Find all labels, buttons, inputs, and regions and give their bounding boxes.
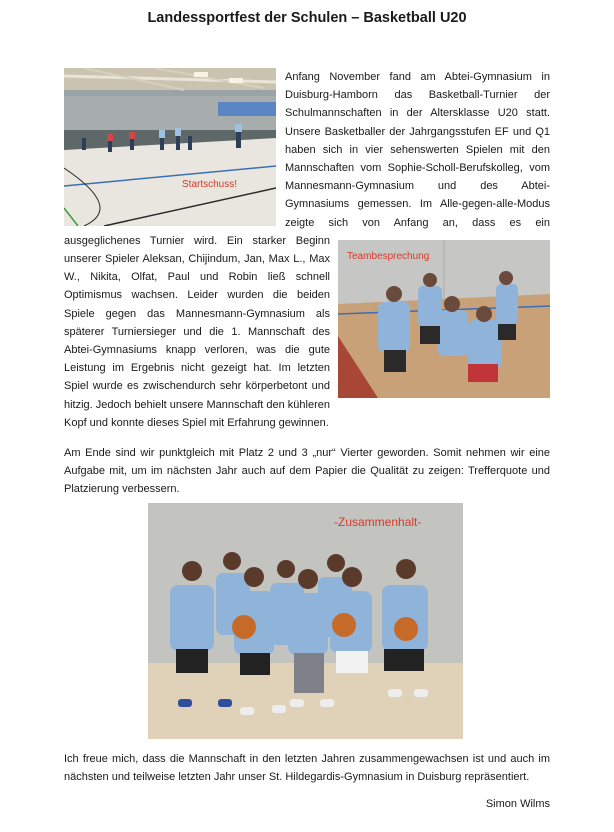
paragraph-3: Ich freue mich, dass die Mannschaft in den letzten Jahren zusammengewachsen ist und auch im nächsten und teilweise letzten Jahr unser St. Hildegardis-Gymnasium in Duisburg repräsentiert.: [64, 753, 550, 784]
article-body-bottom: [64, 750, 550, 814]
huddle-photo: [338, 240, 550, 398]
document-title: Landessportfest der Schulen – Basketball U20: [147, 10, 467, 26]
paragraph-2: Am Ende sind wir punktgleich mit Platz 2 und 3 „nur“ Vierter geworden. Somit nehmen wir eine Aufgabe mit, um im nächsten Jahr auch auf dem Papier die Qualität zu zeigen: Trefferquote und Platzierung verbessern.: [64, 447, 550, 496]
team-photo-caption: -Zusammenhalt-: [334, 515, 422, 529]
article-body-top: [64, 68, 550, 499]
huddle-photo-caption: Teambesprechung: [347, 251, 430, 262]
gym-photo: [64, 68, 276, 226]
signature: Simon Wilms: [485, 798, 550, 811]
gym-photo-caption: Startschuss!: [182, 179, 238, 190]
paragraph-1: Anfang November fand am Abtei-Gymnasium in Duisburg-Hamborn das Basketball-Turnier der Schulmannschaften in der Altersklasse U20 statt. Unsere Basketballer der Jahrgangsstufen EF und Q1 haben sich in vier sehenswerten Spielen mit den Mannschaften vom Sophie-Scholl-Berufskolleg, vom Mannesmann-Gymnasium und des Abtei-Gymnasiums gemessen. Im Alle-gegen-alle-Modus zeigte sich von Anfang an, dass es ein ausgeglichenes Turnier wird. Ein starker Beginn unserer Spieler Aleksan, Chijindum, Jan, Max L., Max W., Nikita, Olfat, Paul und Robin ließ schnell Optimismus wachsen. Leider wurden die beiden Spiele gegen das Mannesmann-Gymnasium als späterer Turniersieger und die 1. Mannschaft des Abtei-Gymnasiums knapp verloren, was die gute Leistung im Ergebnis nicht gezeigt hat. Im letzten Spiel wurde es zwischendurch sehr körperbetont und hitzig. Jedoch behielt unsere Mannschaft den kühleren Kopf und konnte dieses Spiel mit Erfahrung gewinnen.: [64, 71, 550, 429]
team-photo: [148, 503, 463, 739]
